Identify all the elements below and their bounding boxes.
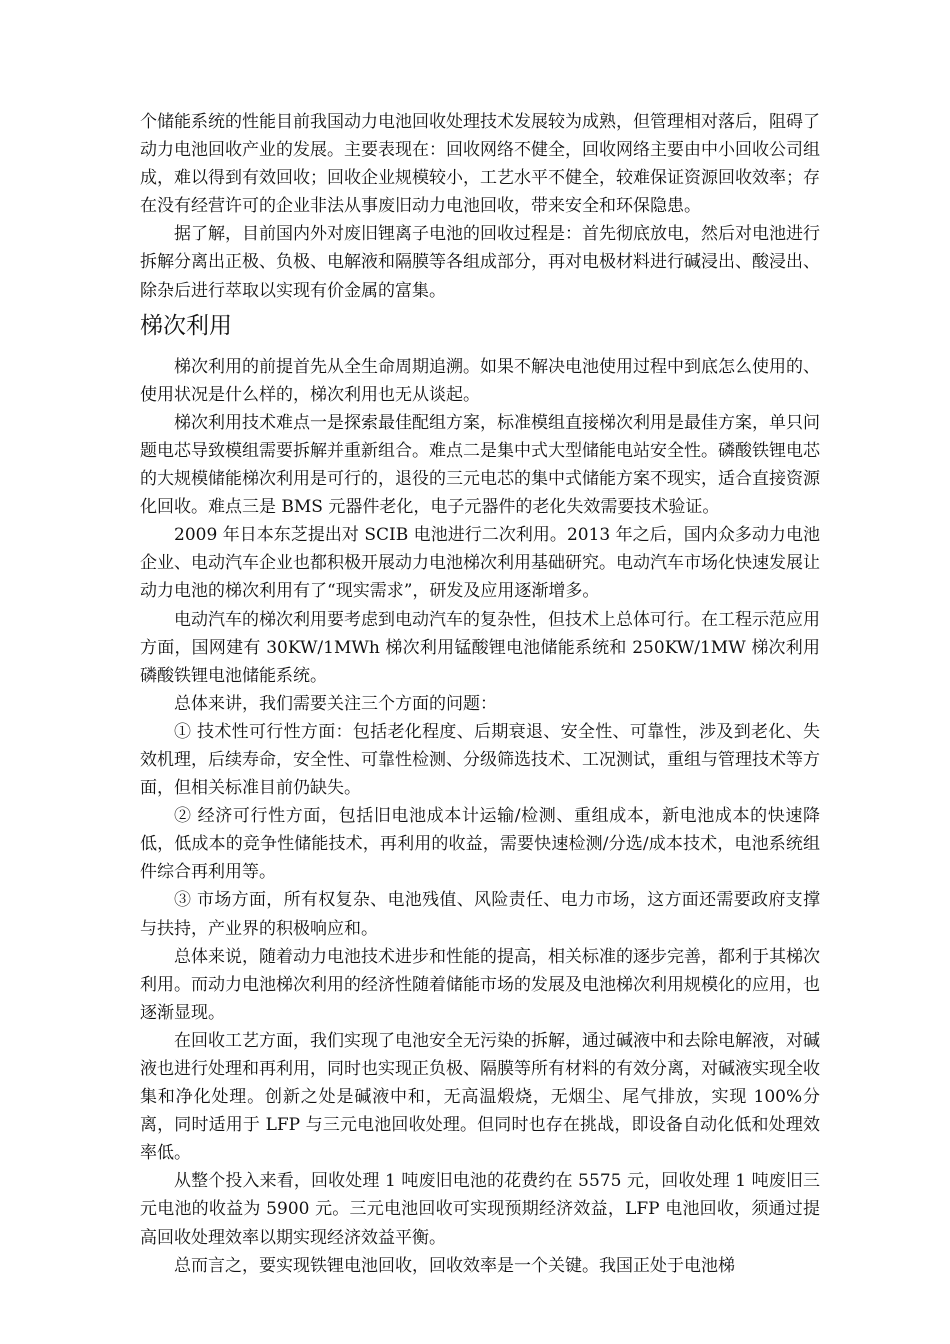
document-page — [140, 108, 820, 1280]
paragraph-demonstration-projects: 电动汽车的梯次利用要考虑到电动汽车的复杂性，但技术上总体可行。在工程示范应用方面，国网建有 30KW/1MWh 梯次利用锰酸锂电池储能系统和 250KW/1MW 梯次利用磷酸铁锂电池储能系统。 — [140, 609, 820, 686]
paragraph-three-aspects-intro: 总体来讲，我们需要关注三个方面的问题： — [174, 693, 497, 714]
section-heading: 梯次利用 — [140, 312, 232, 339]
list-item-market: ③ 市场方面，所有权复杂、电池残值、风险责任、电力市场，这方面还需要政府支撑与扶持，产业界的积极响应和。 — [140, 890, 820, 939]
paragraph-lifecycle-premise: 梯次利用的前提首先从全生命周期追溯。如果不解决电池使用过程中到底怎么使用的、使用状况是什么样的，梯次利用也无从谈起。 — [140, 356, 820, 405]
paragraph-recycling-process: 据了解，目前国内外对废旧锂离子电池的回收过程是：首先彻底放电，然后对电池进行拆解分离出正极、负极、电解液和隔膜等各组成部分，再对电极材料进行碱浸出、酸浸出、除杂后进行萃取以实现有价金属的富集。 — [140, 224, 820, 301]
paragraph-history: 2009 年日本东芝提出对 SCIB 电池进行二次利用。2013 年之后，国内众多动力电池企业、电动汽车企业也都积极开展动力电池梯次利用基础研究。电动汽车市场化快速发展让动力电池的梯次利用有了“现实需求”，研发及应用逐渐增多。 — [140, 525, 820, 602]
paragraph-technical-difficulties: 梯次利用技术难点一是探索最佳配组方案，标准模组直接梯次利用是最佳方案，单只问题电芯导致模组需要拆解并重新组合。难点二是集中式大型储能电站安全性。磷酸铁锂电芯的大规模储能梯次利用是可行的，退役的三元电芯的集中式储能方案不现实，适合直接资源化回收。难点三是 BMS 元器件老化，电子元器件的老化失效需要技术验证。 — [140, 412, 820, 518]
paragraph-recycling-process-innovation: 在回收工艺方面，我们实现了电池安全无污染的拆解，通过碱液中和去除电解液，对碱液也进行处理和再利用，同时也实现正负极、隔膜等所有材料的有效分离，对碱液实现全收集和净化处理。创新之处是碱液中和，无高温煅烧，无烟尘、尾气排放，实现 100%分离，同时适用于 LFP 与三元电池回收处理。但同时也存在挑战，即设备自动化低和处理效率低。 — [140, 1030, 820, 1164]
list-item-technical-feasibility: ① 技术性可行性方面：包括老化程度、后期衰退、安全性、可靠性，涉及到老化、失效机理，后续寿命，安全性、可靠性检测、分级筛选技术、工况测试，重组与管理技术等方面，但相关标准目前仍缺失。 — [140, 721, 820, 799]
paragraph-conclusion: 总而言之，要实现铁锂电池回收，回收效率是一个关键。我国正处于电池梯 — [174, 1255, 735, 1276]
paragraph-cost-benefit: 从整个投入来看，回收处理 1 吨废旧电池的花费约在 5575 元，回收处理 1 吨废旧三元电池的收益为 5900 元。三元电池回收可实现预期经济效益，LFP 电池回收，须通过提高回收处理效率以期实现经济效益平衡。 — [140, 1171, 820, 1248]
paragraph-overall-outlook: 总体来说，随着动力电池技术进步和性能的提高，相关标准的逐步完善，都利于其梯次利用。而动力电池梯次利用的经济性随着储能市场的发展及电池梯次利用规模化的应用，也逐渐显现。 — [140, 946, 820, 1023]
list-item-economic-feasibility: ② 经济可行性方面，包括旧电池成本计运输/检测、重组成本，新电池成本的快速降低，低成本的竞争性储能技术，再利用的收益，需要快速检测/分选/成本技术，电池系统组件综合再利用等。 — [140, 806, 820, 883]
paragraph-intro-continuation: 个储能系统的性能目前我国动力电池回收处理技术发展较为成熟，但管理相对落后，阻碍了动力电池回收产业的发展。主要表现在：回收网络不健全，回收网络主要由中小回收公司组成，难以得到有效回收；回收企业规模较小，工艺水平不健全，较难保证资源回收效率；存在没有经营许可的企业非法从事废旧动力电池回收，带来安全和环保隐患。 — [140, 112, 820, 217]
